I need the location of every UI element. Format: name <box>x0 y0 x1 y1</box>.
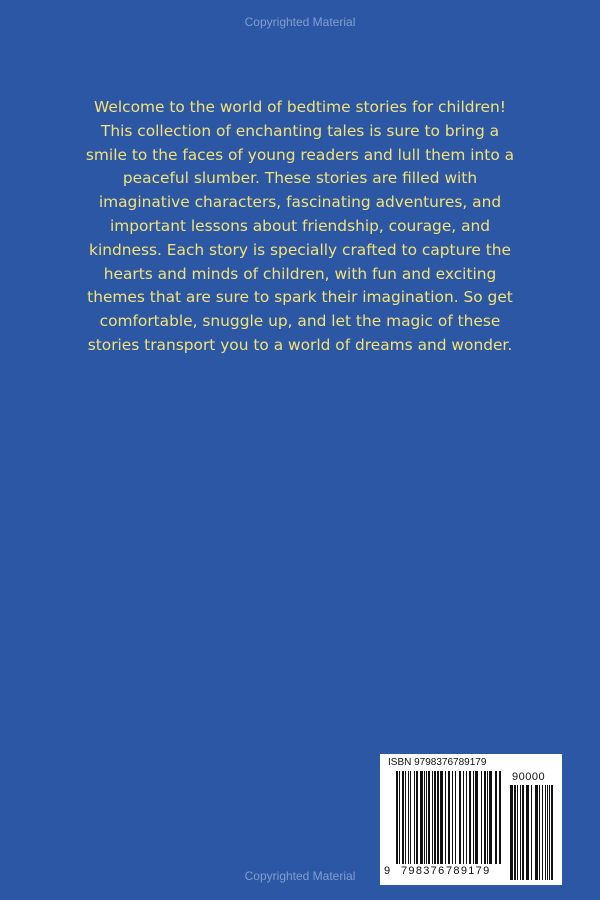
barcode-bar <box>432 771 433 864</box>
barcode-digits-right: 789179 <box>446 865 491 877</box>
barcode-bar <box>408 771 409 864</box>
barcode-lead-digit: 9 <box>384 865 391 877</box>
copyright-watermark-top: Copyrighted Material <box>244 15 356 29</box>
barcode-bar <box>489 771 492 864</box>
barcode-bar <box>416 771 418 864</box>
barcode-bar <box>520 785 521 880</box>
barcode-bar <box>547 785 548 880</box>
barcode-bar <box>495 771 497 864</box>
barcode-digits-left: 798376 <box>401 865 446 877</box>
barcode-bar <box>459 771 461 864</box>
isbn-barcode <box>380 754 562 885</box>
book-description: Welcome to the world of bedtime stories for children! This collection of enchanting tales is sure to bring a smile to the faces of young readers and lull them into a peaceful slumber. These stories are filled with imaginative characters, fascinating adventures, and important lessons about friendship, courage, and kindness. Each story is specially crafted to capture the hearts and minds of children, with fun and exciting themes that are sure to spark their imagination. So get comfortable, snuggle up, and let the magic of these stories transport you to a world of dreams and wonder. <box>85 98 515 354</box>
barcode-bar <box>526 785 529 880</box>
barcode-bar <box>531 785 532 880</box>
barcode-bar <box>414 771 415 864</box>
barcode-bar <box>452 771 453 864</box>
barcode-bar <box>448 771 450 864</box>
barcode-bar <box>551 785 553 880</box>
barcode-bar <box>437 771 439 864</box>
barcode-bar <box>399 771 400 864</box>
barcode-bar <box>434 771 436 864</box>
barcode-bar <box>428 771 430 864</box>
barcode-bar <box>487 771 488 864</box>
barcode-bar <box>405 771 406 864</box>
barcode-bar <box>475 771 478 864</box>
barcode-bar <box>402 771 404 864</box>
barcode-bar <box>410 771 411 864</box>
barcode-bar <box>514 785 516 880</box>
isbn-label: ISBN 9798376789179 <box>388 757 487 768</box>
barcode-bar <box>445 771 446 864</box>
barcode-bar <box>484 771 486 864</box>
barcode-bar <box>396 771 398 864</box>
barcode-bar <box>549 785 550 880</box>
barcode-bar <box>440 771 443 864</box>
barcode-bar <box>469 771 471 864</box>
barcode-bar <box>466 771 467 864</box>
barcode-bar <box>463 771 464 864</box>
price-code: 90000 <box>512 771 546 783</box>
barcode-bar <box>455 771 456 864</box>
barcode-bar <box>535 785 538 880</box>
barcode-bar <box>481 771 482 864</box>
barcode-bar <box>539 785 540 880</box>
barcode-bar <box>542 785 543 880</box>
barcode-bar <box>424 771 425 864</box>
barcode-bar <box>426 771 427 864</box>
barcode-bar <box>473 771 474 864</box>
barcode-bar <box>420 771 423 864</box>
barcode-bar <box>522 785 524 880</box>
barcode-bar <box>499 771 501 864</box>
copyright-watermark-bottom: Copyrighted Material <box>244 869 356 883</box>
barcode-bar <box>517 785 518 880</box>
barcode-bar <box>545 785 546 880</box>
barcode-bar <box>510 785 513 880</box>
